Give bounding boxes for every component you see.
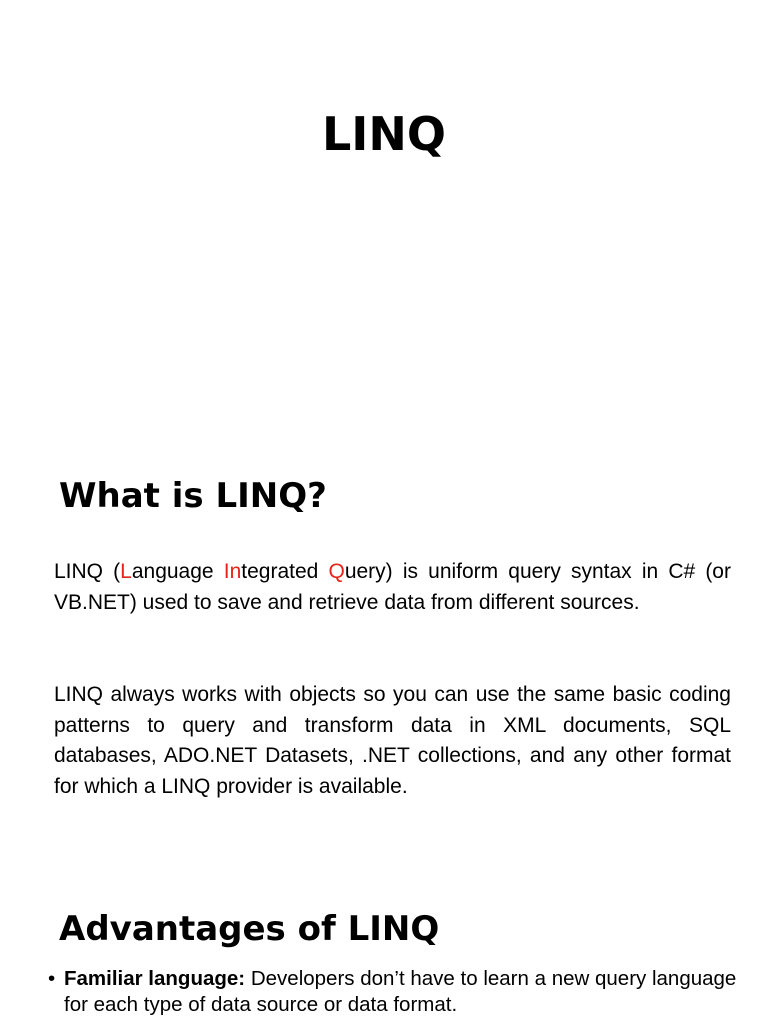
definition-word-integrated: tegrated: [241, 560, 329, 583]
advantage-term: Familiar language:: [64, 967, 246, 990]
slide-title: LINQ: [321, 107, 447, 161]
advantage-text: Developers don’t have to learn a new query language for each type of data source or data format.: [64, 967, 737, 1016]
definition-paragraph: [54, 557, 731, 618]
definition-word-language: anguage: [131, 560, 224, 583]
list-item: [48, 966, 748, 1018]
advantages-list: [48, 966, 748, 1018]
section-heading-advantages: Advantages of LINQ: [59, 909, 440, 949]
acronym-letter-q: Q: [328, 560, 345, 583]
definition-rest: uery) is uniform query syntax in C# (or VB.NET) used to save and retrieve data from different sources.: [54, 560, 731, 614]
acronym-letter-l: L: [120, 560, 132, 583]
acronym-letters-in: In: [223, 560, 242, 583]
definition-lead: LINQ (: [54, 560, 121, 583]
section-heading-what-is-linq: What is LINQ?: [59, 476, 327, 516]
bullet-icon: •: [48, 967, 56, 990]
objects-paragraph: LINQ always works with objects so you can use the same basic coding patterns to query and transform data in XML documents, SQL databases, ADO.NET Datasets, .NET collections, and any other format for which a LINQ provider is available.: [54, 683, 731, 798]
